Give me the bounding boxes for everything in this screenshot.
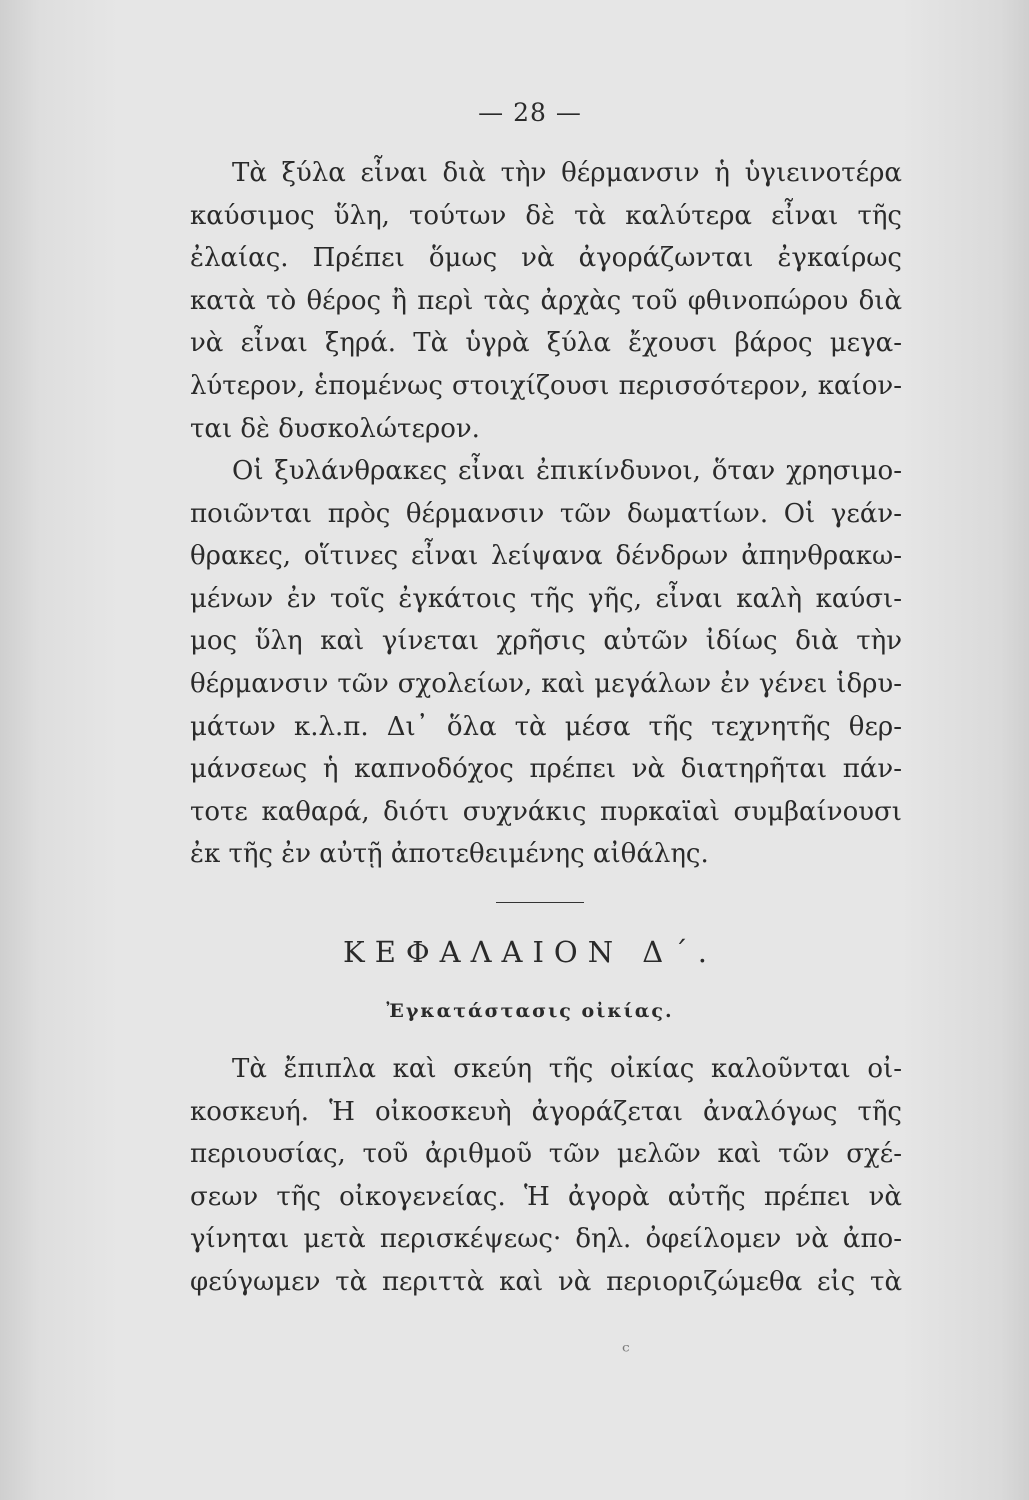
text-line: μος ὕλη καὶ γίνεται χρῆσις αὐτῶν ἰδίως διὰ τὴν [190, 626, 902, 657]
text-line: νὰ εἶναι ξηρά. Τὰ ὑγρὰ ξύλα ἔχουσι βάρος μεγα- [190, 328, 902, 359]
section-divider [496, 902, 584, 903]
page-number: — 28 — [478, 98, 582, 127]
chapter-heading: ΚΕΦΑΛΑΙΟΝ Δ΄. [343, 935, 717, 969]
text-line: ποιῶνται πρὸς θέρμανσιν τῶν δωματίων. Οἱ γεάν- [190, 498, 902, 529]
text-line: σεων τῆς οἰκογενείας. Ἡ ἀγορὰ αὐτῆς πρέπει νὰ [190, 1181, 902, 1212]
section-heading: Ἐγκατάστασις οἰκίας. [386, 1000, 674, 1022]
text-line: μένων ἐν τοῖς ἐγκάτοις τῆς γῆς, εἶναι καλὴ καύσι- [190, 583, 902, 614]
text-line: μάνσεως ἡ καπνοδόχος πρέπει νὰ διατηρῆται πάν- [190, 754, 902, 785]
text-line: ἐκ τῆς ἐν αὐτῇ ἀποτεθειμένης αἰθάλης. [190, 839, 709, 870]
printer-signature-mark: ᶜ [622, 1340, 630, 1365]
text-line: περιουσίας, τοῦ ἀριθμοῦ τῶν μελῶν καὶ τῶν σχέ- [190, 1139, 902, 1170]
text-line: Οἱ ξυλάνθρακες εἶναι ἐπικίνδυνοι, ὅταν χρησιμο- [232, 456, 902, 486]
text-line: θρακες, οἵτινες εἶναι λείψανα δένδρων ἀπηνθρακω- [190, 541, 902, 572]
text-line: γίνηται μετὰ περισκέψεως· δηλ. ὀφείλομεν νὰ ἀπο- [190, 1224, 902, 1255]
text-line: φεύγωμεν τὰ περιττὰ καὶ νὰ περιοριζώμεθα εἰς τὰ [190, 1266, 902, 1297]
text-line: καύσιμος ὕλη, τούτων δὲ τὰ καλύτερα εἶναι τῆς [190, 200, 902, 231]
text-line: τοτε καθαρά, διότι συχνάκις πυρκαϊαὶ συμβαίνουσι [190, 796, 902, 827]
text-line: θέρμανσιν τῶν σχολείων, καὶ μεγάλων ἐν γένει ἱδρυ- [190, 668, 902, 699]
text-line: κατὰ τὸ θέρος ἢ περὶ τὰς ἀρχὰς τοῦ φθινοπώρου διὰ [190, 285, 902, 316]
paragraph-firewood [190, 152, 902, 450]
text-line: Τὰ ἔπιπλα καὶ σκεύη τῆς οἰκίας καλοῦνται οἰ- [232, 1054, 902, 1084]
text-line: λύτερον, ἑπομένως στοιχίζουσι περισσότερον, καίον- [190, 370, 902, 401]
text-line: Τὰ ξύλα εἶναι διὰ τὴν θέρμανσιν ἡ ὑγιεινοτέρα [232, 158, 902, 188]
paragraph-charcoal [190, 450, 902, 876]
text-line: μάτων κ.λ.π. Δι᾽ ὅλα τὰ μέσα τῆς τεχνητῆς θερ- [190, 711, 902, 742]
text-line: κοσκευή. Ἡ οἰκοσκευὴ ἀγοράζεται ἀναλόγως τῆς [190, 1096, 902, 1127]
text-line: ἐλαίας. Πρέπει ὅμως νὰ ἀγοράζωνται ἐγκαίρως [190, 243, 902, 274]
paragraph-furnishing [190, 1048, 902, 1304]
text-line: ται δὲ δυσκολώτερον. [190, 413, 480, 444]
